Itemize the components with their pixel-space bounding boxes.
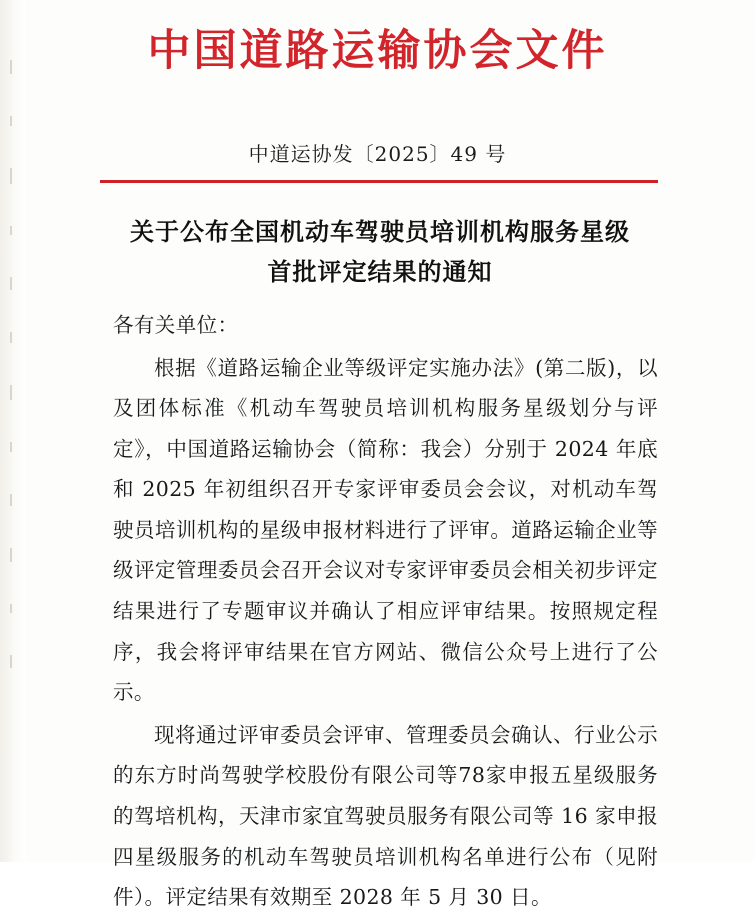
scan-margin-marks (10, 60, 13, 780)
document-number: 中道运协发〔2025〕49 号 (248, 142, 507, 166)
scan-edge-shadow (0, 0, 26, 862)
subject-line-1: 关于公布全国机动车驾驶员培训机构服务星级 (130, 217, 630, 246)
document-header-title: 中国道路运输协会文件 (147, 26, 608, 76)
document-subject (110, 212, 650, 291)
salutation: 各有关单位： (113, 313, 239, 337)
body-paragraph-1: 根据《道路运输企业等级评定实施办法》(第二版)，以及团体标准《机动车驾驶员培训机构服务星级划分与评定》，中国道路运输协会（简称：我会）分别于 2024 年底和 2025 年初组织召开专家评审委员会会议，对机动车驾驶员培训机构的星级申报材料进行了评审。道路运输企业等级评定管理委员会召开会议对专家评审委员会相关初步评定结果进行了专题审议并确认了相应评审结果。按照规定程序，我会将评审结果在官方网站、微信公众号上进行了公示。 (113, 355, 658, 705)
body-paragraph-2: 现将通过评审委员会评审、管理委员会确认、行业公示的东方时尚驾驶学校股份有限公司等78家申报五星级服务的驾培机构，天津市家宜驾驶员服务有限公司等 16 家申报四星级服务的机动车驾驶员培训机构名单进行公布（见附件）。评定结果有效期至 2028 年 5 月 30 日。 (113, 722, 658, 910)
subject-line-2: 首批评定结果的通知 (267, 256, 493, 286)
red-divider-rule (100, 180, 658, 183)
document-body (113, 305, 658, 920)
